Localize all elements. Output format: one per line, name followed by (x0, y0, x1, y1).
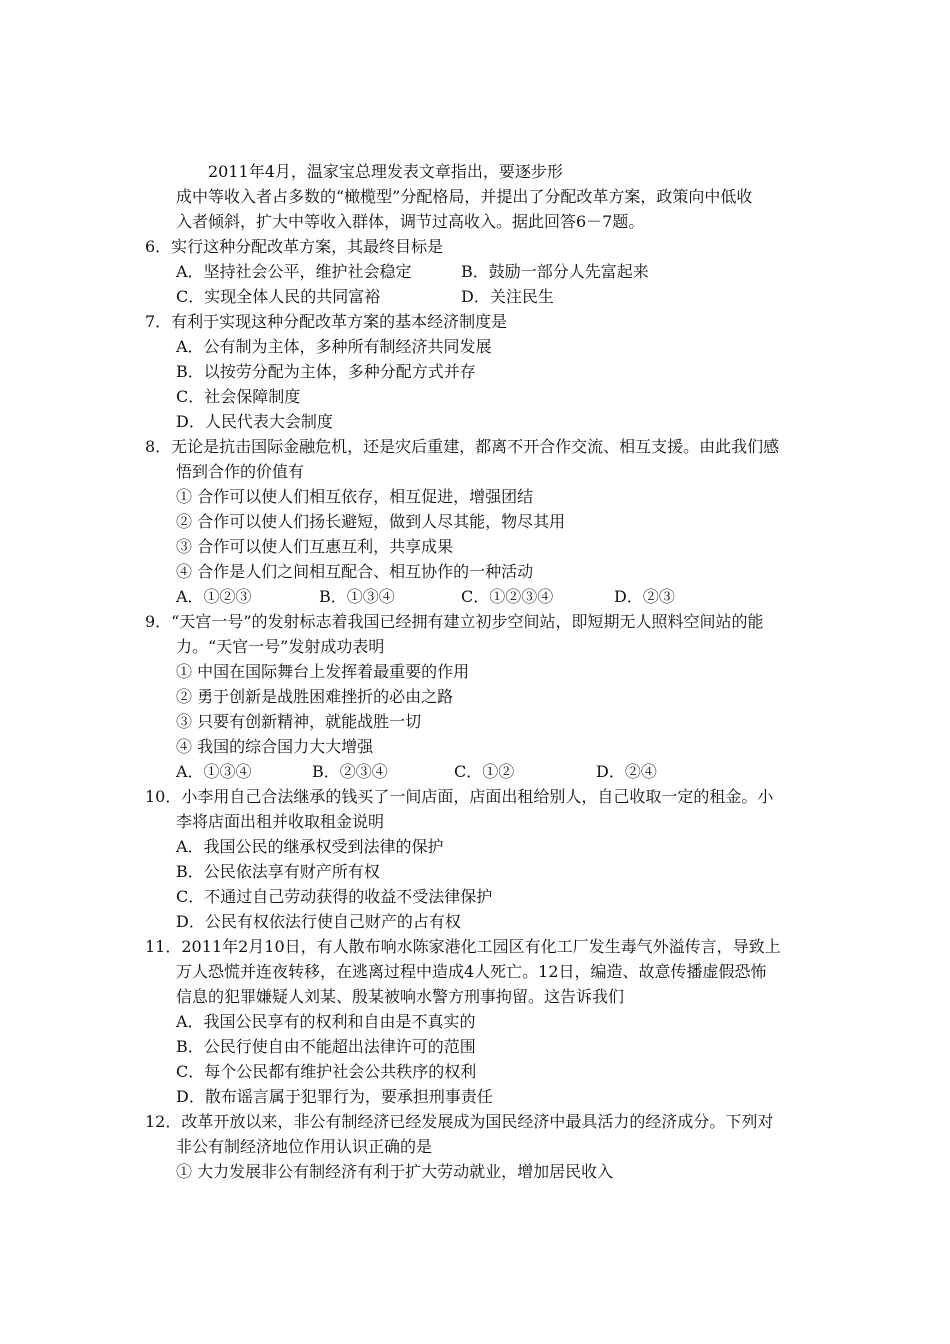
question-10-stem-line-2: 李将店面出租并收取租金说明 (176, 812, 385, 831)
q11-option-a: A．我国公民享有的权利和自由是不真实的 (176, 1012, 476, 1031)
q12-statement-1: ① 大力发展非公有制经济有利于扩大劳动就业，增加居民收入 (176, 1162, 614, 1181)
q9-statement-1: ① 中国在国际舞台上发挥着最重要的作用 (176, 662, 470, 681)
q9-statement-4: ④ 我国的综合国力大大增强 (176, 737, 374, 756)
q6-option-d: D．关注民生 (461, 287, 554, 306)
q11-option-b: B．公民行使自由不能超出法律许可的范围 (176, 1037, 476, 1056)
q7-option-b: B．以按劳分配为主体，多种分配方式并存 (176, 362, 476, 381)
question-6-stem: 6．实行这种分配改革方案，其最终目标是 (145, 237, 444, 256)
q8-statement-4: ④ 合作是人们之间相互配合、相互协作的一种活动 (176, 562, 534, 581)
question-7-stem: 7．有利于实现这种分配改革方案的基本经济制度是 (145, 312, 508, 331)
q10-option-c: C．不通过自己劳动获得的收益不受法律保护 (176, 887, 493, 906)
q8-statement-3: ③ 合作可以使人们互惠互利，共享成果 (176, 537, 454, 556)
q8-option-c: C．①②③④ (461, 587, 554, 606)
question-12-stem-line-1: 12．改革开放以来，非公有制经济已经发展成为国民经济中最具活力的经济成分。下列对 (145, 1112, 774, 1131)
q8-statement-1: ① 合作可以使人们相互依存，相互促进，增强团结 (176, 487, 534, 506)
q8-option-d: D．②③ (614, 587, 675, 606)
q10-option-a: A．我国公民的继承权受到法律的保护 (176, 837, 444, 856)
q9-option-c: C．①② (454, 762, 515, 781)
question-12-stem-line-2: 非公有制经济地位作用认识正确的是 (176, 1137, 433, 1156)
question-9-stem-line-1: 9．“天宫一号”的发射标志着我国已经拥有建立初步空间站，即短期无人照料空间站的能 (145, 612, 764, 631)
question-9-stem-line-2: 力。“天官一号”发射成功表明 (176, 637, 385, 656)
q8-statement-2: ② 合作可以使人们扬长避短，做到人尽其能，物尽其用 (176, 512, 566, 531)
intro-line-3: 入者倾斜，扩大中等收入群体，调节过高收入。据此回答6－7题。 (176, 212, 645, 231)
q7-option-d: D．人民代表大会制度 (176, 412, 333, 431)
question-11-stem-line-3: 信息的犯罪嫌疑人刘某、殷某被响水警方刑事拘留。这告诉我们 (176, 987, 625, 1006)
q10-option-b: B．公民依法享有财产所有权 (176, 862, 380, 881)
question-8-stem-line-1: 8．无论是抗击国际金融危机，还是灾后重建，都离不开合作交流、相互支援。由此我们感 (145, 437, 780, 456)
q9-statement-3: ③ 只要有创新精神，就能战胜一切 (176, 712, 422, 731)
q11-option-d: D．散布谣言属于犯罪行为，要承担刑事责任 (176, 1087, 493, 1106)
q9-option-d: D．②④ (596, 762, 657, 781)
q6-option-a: A．坚持社会公平，维护社会稳定 (176, 262, 412, 281)
q10-option-d: D．公民有权依法行使自己财产的占有权 (176, 912, 461, 931)
question-8-stem-line-2: 悟到合作的价值有 (176, 462, 305, 481)
q8-option-a: A．①②③ (176, 587, 252, 606)
question-10-stem-line-1: 10．小李用自己合法继承的钱买了一间店面，店面出租给别人，自己收取一定的租金。小 (145, 787, 774, 806)
q8-option-b: B．①③④ (319, 587, 395, 606)
intro-line-1: 2011年4月，温家宝总理发表文章指出，要逐步形 (208, 162, 563, 181)
q9-statement-2: ② 勇于创新是战胜困难挫折的必由之路 (176, 687, 454, 706)
q6-option-c: C．实现全体人民的共同富裕 (176, 287, 381, 306)
q7-option-c: C．社会保障制度 (176, 387, 301, 406)
q7-option-a: A．公有制为主体，多种所有制经济共同发展 (176, 337, 492, 356)
q9-option-b: B．②③④ (312, 762, 388, 781)
intro-line-2: 成中等收入者占多数的“橄榄型”分配格局，并提出了分配改革方案，政策向中低收 (176, 187, 753, 206)
q9-option-a: A．①③④ (176, 762, 252, 781)
q6-option-b: B．鼓励一部分人先富起来 (461, 262, 649, 281)
q11-option-c: C．每个公民都有维护社会公共秩序的权利 (176, 1062, 477, 1081)
question-11-stem-line-2: 万人恐慌并连夜转移，在逃离过程中造成4人死亡。12日，编造、故意传播虚假恐怖 (176, 962, 767, 981)
question-11-stem-line-1: 11．2011年2月10日，有人散布响水陈家港化工园区有化工厂发生毒气外溢传言，导致上 (145, 937, 781, 956)
